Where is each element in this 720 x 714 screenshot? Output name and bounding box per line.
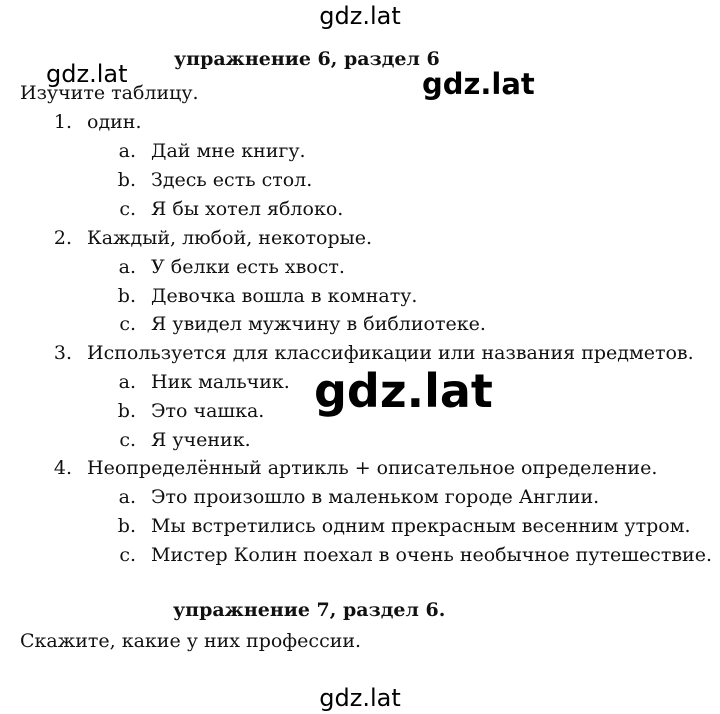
example-letter: a. bbox=[118, 486, 136, 508]
example-letter: a. bbox=[118, 256, 136, 278]
example-text: Здесь есть стол. bbox=[151, 169, 313, 191]
example-letter: b. bbox=[117, 400, 136, 422]
item-text: Неопределённый артикль + описательное определение. bbox=[87, 457, 658, 479]
example-text: Это чашка. bbox=[151, 400, 265, 422]
example-text: Девочка вошла в комнату. bbox=[151, 285, 418, 307]
exercise-7-title: упражнение 7, раздел 6. bbox=[173, 599, 446, 621]
example-letter: b. bbox=[117, 515, 136, 537]
example-text: Я бы хотел яблоко. bbox=[151, 198, 344, 220]
example-letter: a. bbox=[118, 140, 136, 162]
example-text: Я увидел мужчину в библиотеке. bbox=[151, 313, 486, 335]
item-number: 3. bbox=[53, 342, 72, 364]
example-text: Мы встретились одним прекрасным весенним утром. bbox=[151, 515, 691, 537]
item-text: один. bbox=[87, 111, 142, 133]
exercise-6-instruction: Изучите таблицу. bbox=[20, 82, 199, 104]
item-number: 4. bbox=[53, 457, 72, 479]
example-letter: b. bbox=[117, 285, 136, 307]
watermark-bottom: gdz.lat bbox=[319, 684, 401, 712]
watermark-top: gdz.lat bbox=[319, 2, 401, 30]
example-letter: c. bbox=[119, 198, 136, 220]
item-text: Используется для классификации или названия предметов. bbox=[87, 342, 694, 364]
watermark-right: gdz.lat bbox=[422, 67, 535, 101]
example-letter: c. bbox=[119, 313, 136, 335]
item-text: Каждый, любой, некоторые. bbox=[87, 227, 373, 249]
example-text: Я ученик. bbox=[151, 429, 251, 451]
watermark-center: gdz.lat bbox=[314, 364, 493, 418]
example-text: У белки есть хвост. bbox=[151, 256, 345, 278]
example-text: Дай мне книгу. bbox=[151, 140, 306, 162]
watermark-left: gdz.lat bbox=[46, 60, 128, 88]
example-letter: b. bbox=[117, 169, 136, 191]
example-text: Мистер Колин поехал в очень необычное путешествие. bbox=[151, 544, 712, 566]
example-letter: c. bbox=[119, 544, 136, 566]
item-number: 1. bbox=[53, 111, 72, 133]
exercise-7-instruction: Скажите, какие у них профессии. bbox=[20, 630, 362, 652]
example-text: Это произошло в маленьком городе Англии. bbox=[151, 486, 600, 508]
exercise-6-title: упражнение 6, раздел 6 bbox=[174, 48, 440, 70]
example-letter: c. bbox=[119, 429, 136, 451]
example-letter: a. bbox=[118, 371, 136, 393]
item-number: 2. bbox=[53, 227, 72, 249]
example-text: Ник мальчик. bbox=[151, 371, 290, 393]
